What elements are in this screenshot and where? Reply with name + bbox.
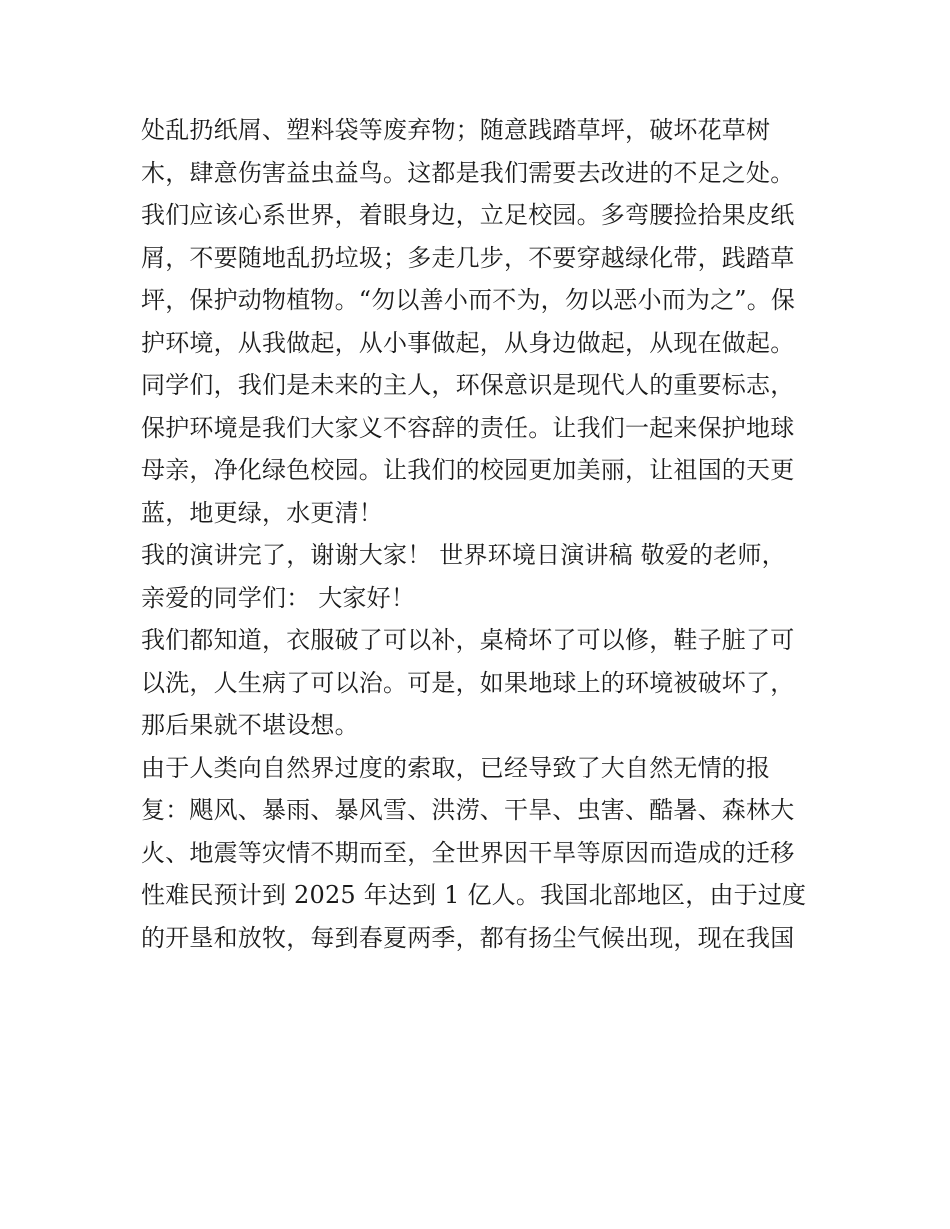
text-line: 护环境，从我做起，从小事做起，从身边做起，从现在做起。 bbox=[141, 328, 795, 357]
text-line: 的开垦和放牧，每到春夏两季，都有扬尘气候出现，现在我国 bbox=[141, 923, 795, 952]
text-line: 母亲，净化绿色校园。让我们的校园更加美丽，让祖国的天更 bbox=[141, 456, 795, 484]
text-line: 蓝，地更绿，水更清！ bbox=[141, 498, 383, 527]
text-line: 性难民预计到 2025 年达到 1 亿人。我国北部地区，由于过度 bbox=[141, 881, 807, 909]
text-line: 屑，不要随地乱扔垃圾；多走几步，不要穿越绿化带，践踏草 bbox=[141, 243, 795, 272]
text-line: 处乱扔纸屑、塑料袋等废弃物；随意践踏草坪，破坏花草树 bbox=[141, 116, 771, 144]
text-line: 木，肆意伤害益虫益鸟。这都是我们需要去改进的不足之处。 bbox=[141, 158, 795, 187]
text-line: 亲爱的同学们： 大家好！ bbox=[141, 583, 416, 612]
text-line: 由于人类向自然界过度的索取，已经导致了大自然无情的报 bbox=[141, 753, 771, 782]
text-line: 复：飓风、暴雨、暴风雪、洪涝、干旱、虫害、酷暑、森林大 bbox=[141, 796, 795, 824]
text-line: 火、地震等灾情不期而至，全世界因干旱等原因而造成的迁移 bbox=[141, 838, 795, 867]
text-line: 以洗，人生病了可以治。可是，如果地球上的环境被破坏了， bbox=[141, 668, 795, 697]
text-line: 同学们，我们是未来的主人，环保意识是现代人的重要标志， bbox=[141, 371, 795, 399]
text-line: 我的演讲完了，谢谢大家！ 世界环境日演讲稿 敬爱的老师， bbox=[141, 541, 786, 569]
text-line: 坪，保护动物植物。“勿以善小而不为，勿以恶小而为之”。保 bbox=[141, 286, 796, 314]
document-body bbox=[141, 109, 821, 959]
text-line: 保护环境是我们大家义不容辞的责任。让我们一起来保护地球 bbox=[141, 413, 795, 442]
text-line: 我们应该心系世界，着眼身边，立足校园。多弯腰捡拾果皮纸 bbox=[141, 201, 795, 229]
text-line: 我们都知道，衣服破了可以补，桌椅坏了可以修，鞋子脏了可 bbox=[141, 626, 795, 654]
text-line: 那后果就不堪设想。 bbox=[141, 711, 359, 739]
